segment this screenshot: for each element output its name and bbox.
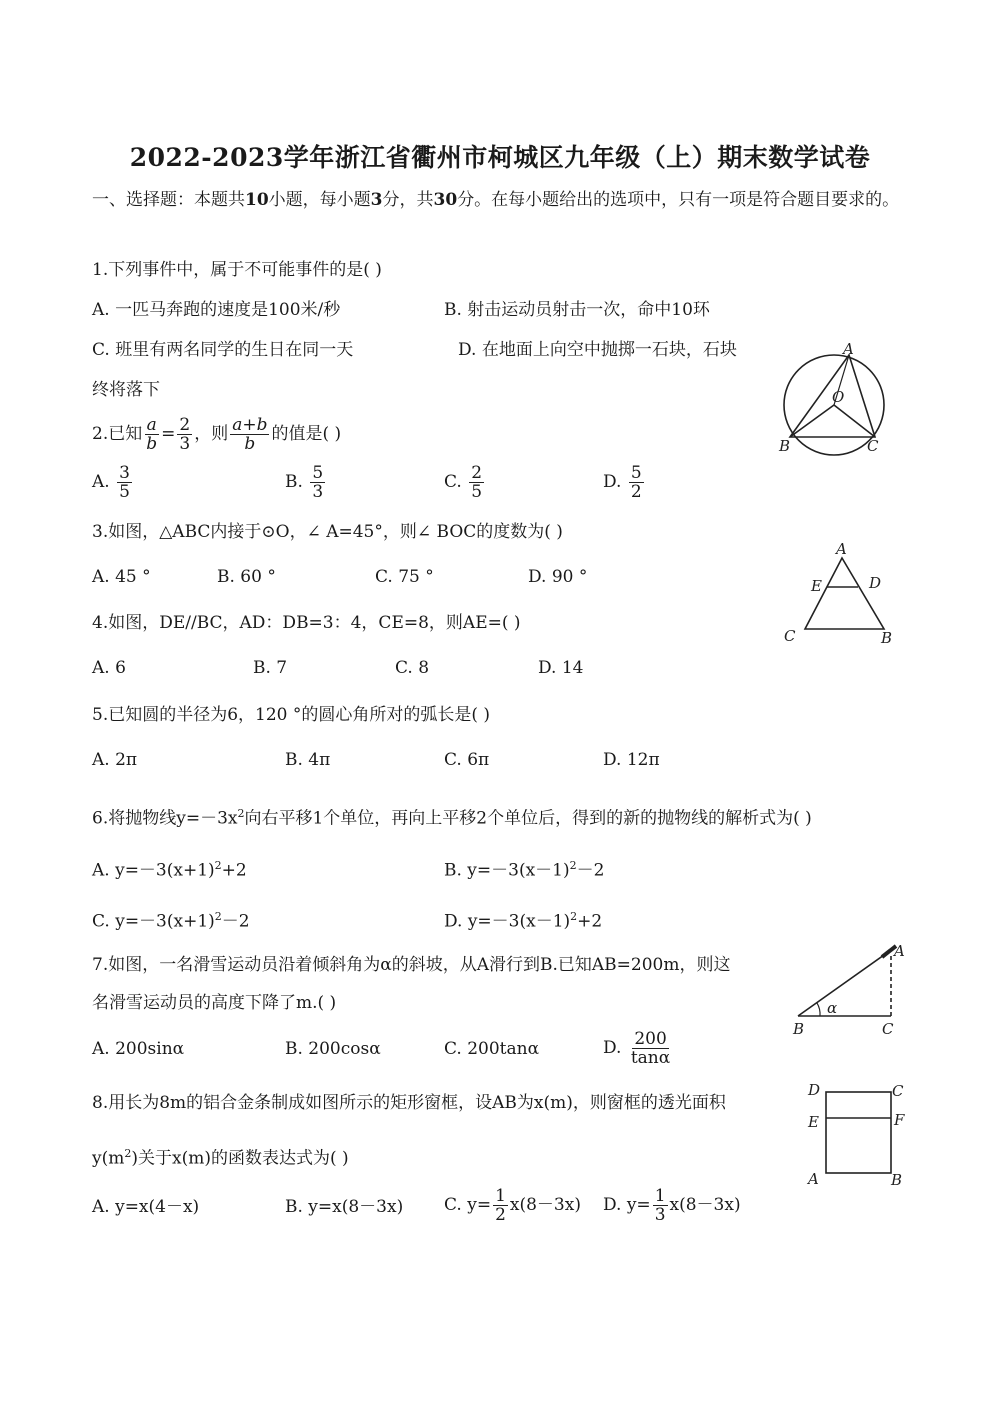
q1-option-d-continued: 终将落下 xyxy=(92,380,160,400)
q8-stem-line1: 8.用长为8m的铝合金条制成如图所示的矩形窗框，设AB为x(m)，则窗框的透光面积 xyxy=(92,1093,726,1113)
q5-option-c: C. 6π xyxy=(444,750,490,770)
q7-stem-line2: 名滑雪运动员的高度下降了m.( ) xyxy=(92,993,337,1013)
q1-option-d: D. 在地面上向空中抛掷一石块，石块 xyxy=(458,340,737,360)
section-heading: 一、选择题：本题共10小题，每小题3分，共30分。在每小题给出的选项中，只有一项是符合题目要求的。 xyxy=(92,190,900,210)
q7-option-c: C. 200tanα xyxy=(444,1039,540,1059)
q1-option-c: C. 班里有两名同学的生日在同一天 xyxy=(92,340,354,360)
q7-option-d: D. $\frac{200}{\tan\alpha}$ xyxy=(603,1029,671,1068)
q2-option-c: C. $\frac{2}{5}$ xyxy=(444,463,483,502)
q3-option-a: A. 45 ° xyxy=(92,567,151,587)
label-b: B xyxy=(793,1020,805,1038)
q2-option-b: B. $\frac{5}{3}$ xyxy=(285,463,324,502)
label-c: C xyxy=(882,1020,894,1038)
q3-stem: 3.如图，△ABC内接于⊙O，∠ A=45°，则∠ BOC的度数为( ) xyxy=(92,522,563,542)
window-figure xyxy=(800,1075,915,1190)
slope-figure xyxy=(790,938,915,1038)
label-a: A xyxy=(843,340,854,358)
q4-option-d: D. 14 xyxy=(538,658,584,678)
label-b: B xyxy=(891,1171,903,1189)
label-a: A xyxy=(808,1170,819,1188)
q5-stem: 5.已知圆的半径为6，120 °的圆心角所对的弧长是( ) xyxy=(92,705,491,725)
page-title: 2022-2023学年浙江省衢州市柯城区九年级（上）期末数学试卷 xyxy=(129,143,871,172)
angle-arc xyxy=(817,1003,820,1016)
q1-option-b: B. 射击运动员射击一次，命中10环 xyxy=(444,300,710,320)
label-d: D xyxy=(869,574,882,592)
q8-stem-line2: $y(m^2)$关于x(m)的函数表达式为( ) xyxy=(92,1147,349,1169)
q5-option-b: B. 4π xyxy=(285,750,331,770)
q6-option-c: C. $y=-3(x+1)^2-2$ xyxy=(92,910,250,932)
label-b: B xyxy=(779,437,791,455)
q6-option-b: B. $y=-3(x-1)^2-2$ xyxy=(444,859,605,881)
circle-figure xyxy=(775,340,895,460)
triangle-figure xyxy=(780,540,905,650)
label-a: A xyxy=(836,540,847,558)
window-outline xyxy=(826,1092,891,1173)
q8-option-a: A. y=x(4－x) xyxy=(92,1197,200,1217)
q4-option-c: C. 8 xyxy=(395,658,430,678)
q4-stem: 4.如图，DE//BC，AD：DB=3：4，CE=8，则AE=( ) xyxy=(92,613,521,633)
label-d: D xyxy=(808,1081,821,1099)
label-f: F xyxy=(894,1111,905,1129)
q7-option-b: B. 200cosα xyxy=(285,1039,381,1059)
q6-option-d: D. $y=-3(x-1)^2+2$ xyxy=(444,910,603,932)
radius-lines xyxy=(790,405,875,437)
q5-option-d: D. 12π xyxy=(603,750,660,770)
q6-option-a: A. $y=-3(x+1)^2+2$ xyxy=(92,859,247,881)
q6-stem: 6.将抛物线$y=-3x^2$向右平移1个单位，再向上平移2个单位后，得到的新的抛物线的解析式为( ) xyxy=(92,807,812,829)
label-b: B xyxy=(881,629,893,647)
q7-option-a: A. 200sinα xyxy=(92,1039,185,1059)
label-o: O xyxy=(832,388,845,406)
label-alpha: α xyxy=(827,999,838,1017)
q1-option-a: A. 一匹马奔跑的速度是100米/秒 xyxy=(92,300,341,320)
q8-option-c: C. y= $\frac{1}{2}$ x(8－3x) xyxy=(444,1186,581,1225)
slope-ab xyxy=(798,950,891,1016)
q7-stem-line1: 7.如图，一名滑雪运动员沿着倾斜角为α的斜坡，从A滑行到B.已知AB=200m，则这 xyxy=(92,955,731,975)
label-c: C xyxy=(892,1082,904,1100)
q1-stem: 1.下列事件中，属于不可能事件的是( ) xyxy=(92,260,382,280)
label-e: E xyxy=(808,1113,819,1131)
q2-option-d: D. $\frac{5}{2}$ xyxy=(603,463,642,502)
label-e: E xyxy=(811,577,822,595)
q4-option-a: A. 6 xyxy=(92,658,126,678)
label-c: C xyxy=(784,627,796,645)
q3-option-b: B. 60 ° xyxy=(217,567,276,587)
label-c: C xyxy=(867,437,879,455)
q8-option-d: D. y= $\frac{1}{3}$ x(8－3x) xyxy=(603,1186,741,1225)
label-a: A xyxy=(894,942,905,960)
q4-option-b: B. 7 xyxy=(253,658,288,678)
q3-option-c: C. 75 ° xyxy=(375,567,434,587)
q2-stem: 2.已知 $\frac{a}{b}$ = $\frac{2}{3}$ ，则 $\frac{a+b}{b}$ 的值是( ) xyxy=(92,415,342,454)
q5-option-a: A. 2π xyxy=(92,750,138,770)
q3-option-d: D. 90 ° xyxy=(528,567,588,587)
q8-option-b: B. y=x(8－3x) xyxy=(285,1197,404,1217)
q2-option-a: A. $\frac{3}{5}$ xyxy=(92,463,130,502)
